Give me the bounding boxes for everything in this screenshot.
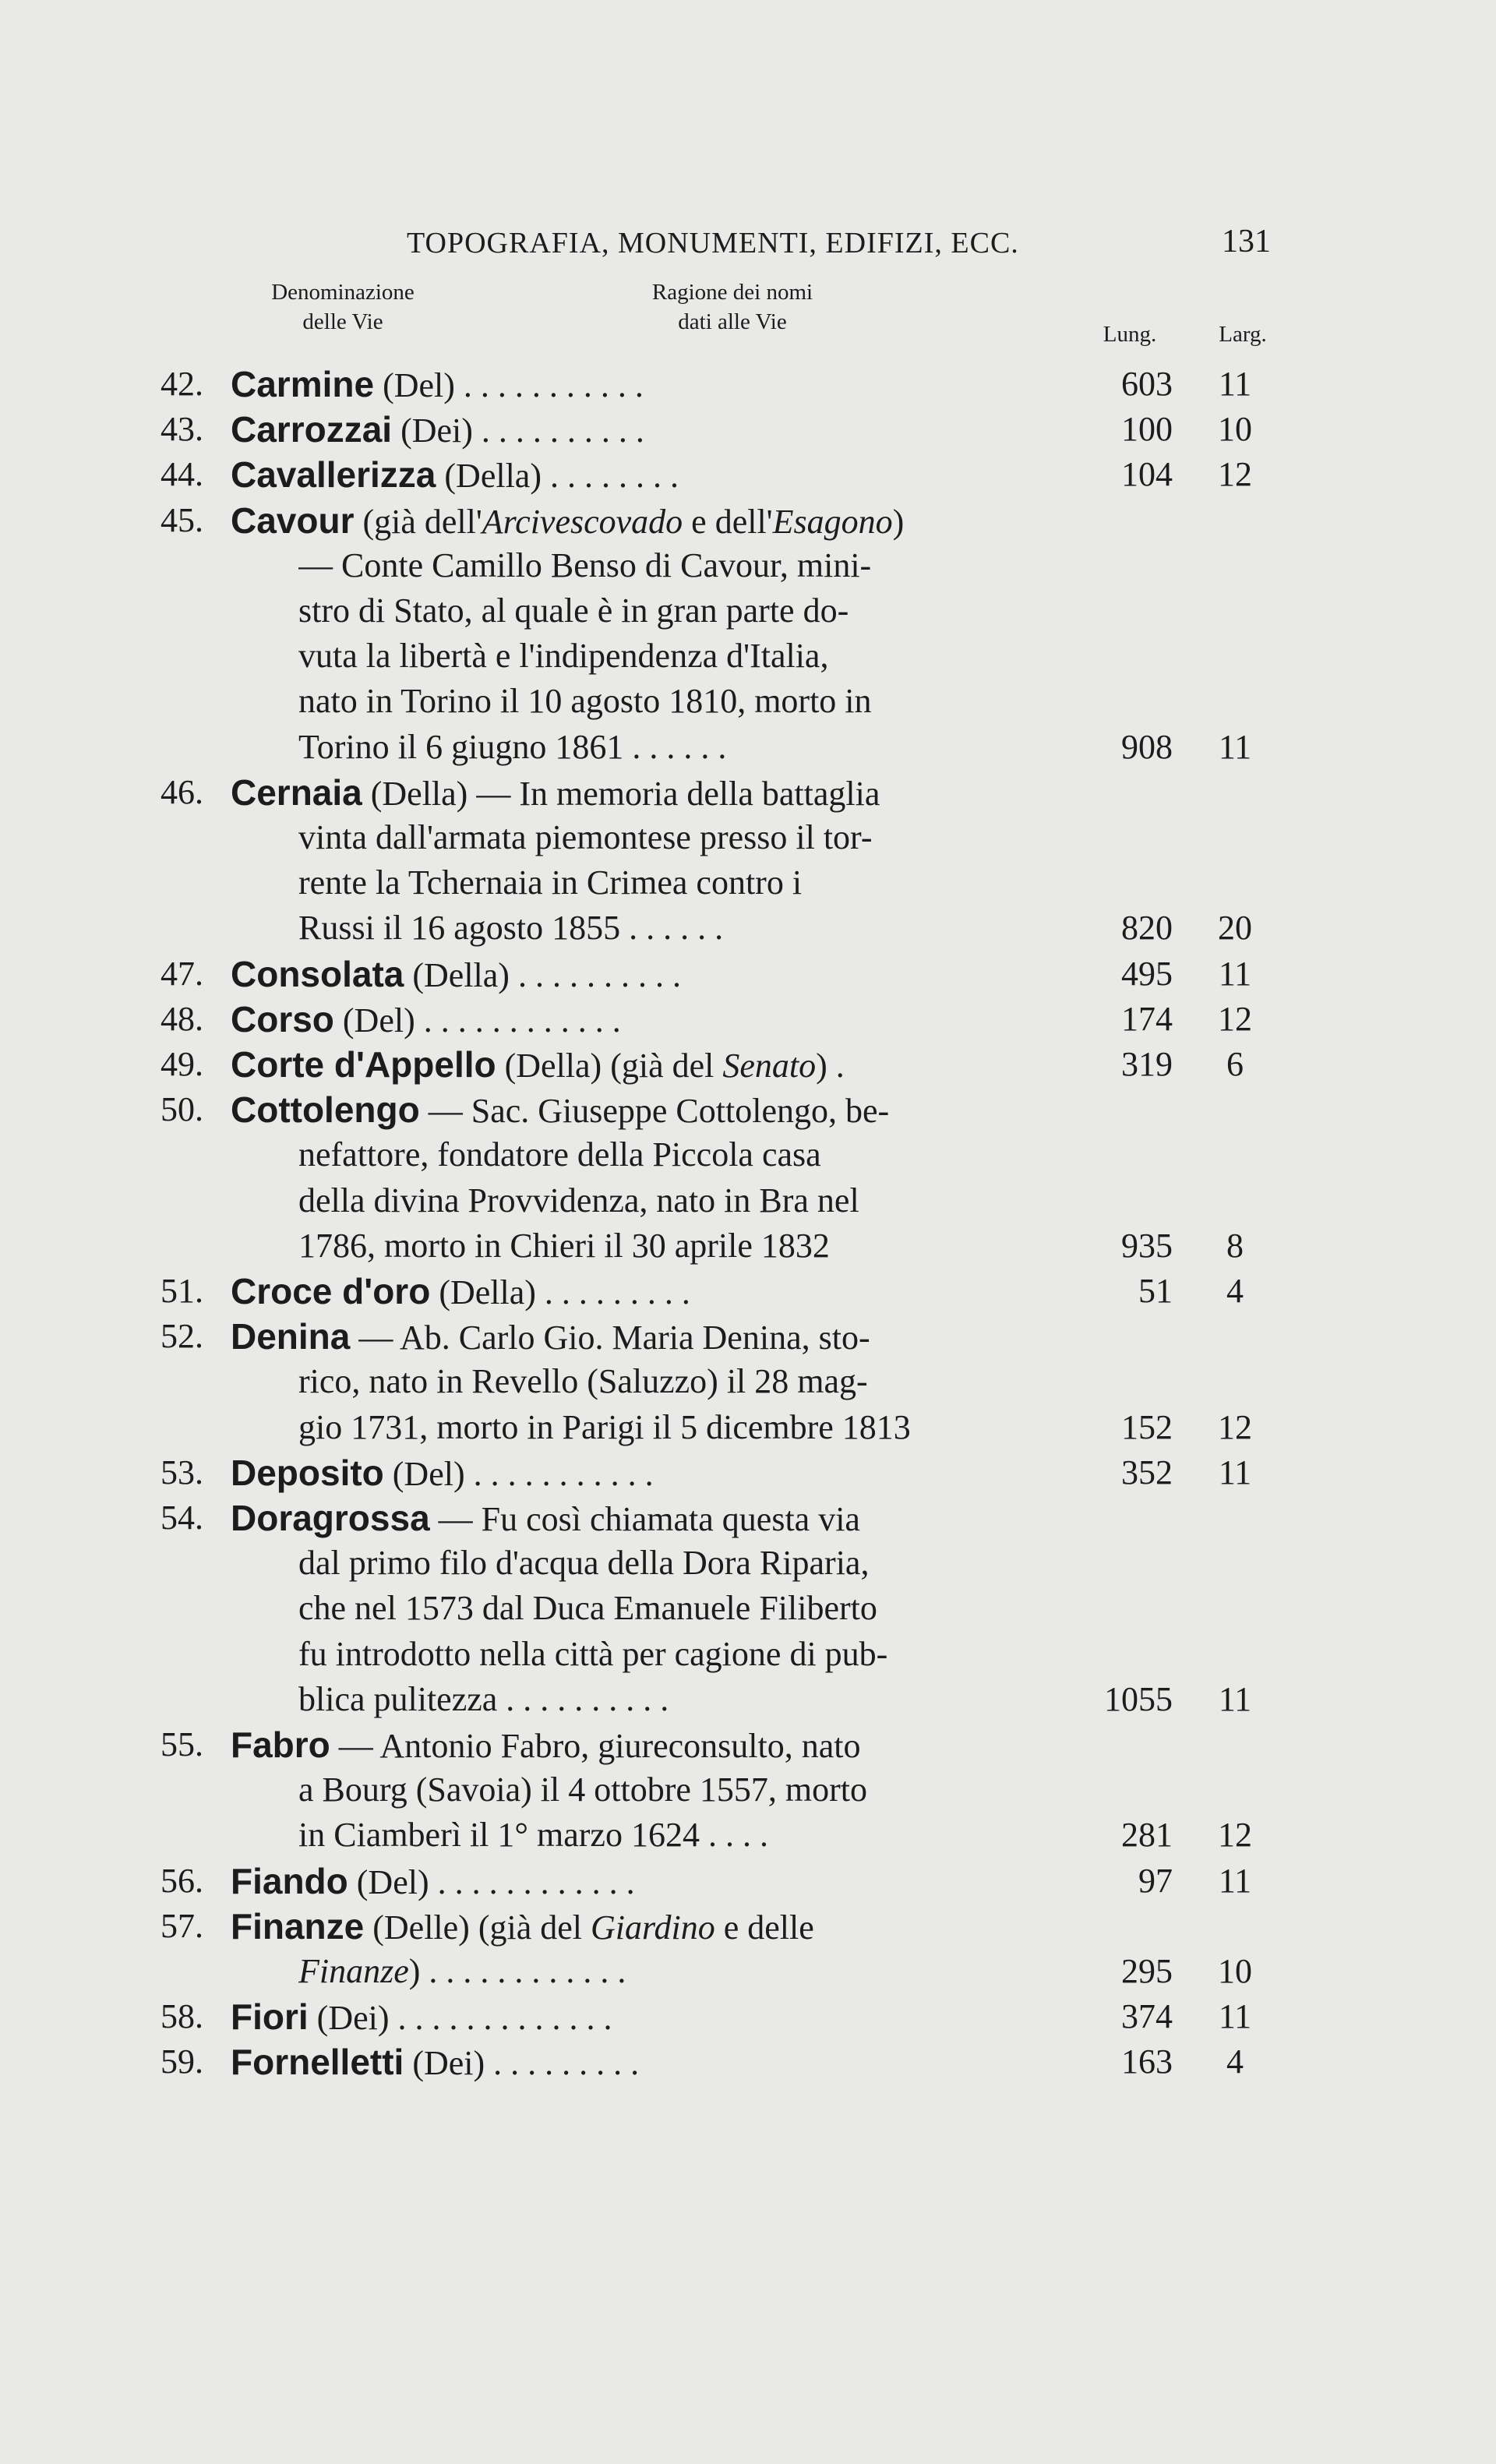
entry-text [231, 1314, 1049, 1361]
list-line [0, 997, 1496, 1042]
entry-description: (Del) . . . . . . . . . . . [383, 1455, 654, 1493]
street-name: Cavallerizza [231, 454, 436, 495]
entry-continuation [298, 634, 1046, 679]
entry-description: (già dell' [354, 503, 482, 541]
continuation-text: che nel 1573 dal Duca Emanuele Filiberto [298, 1589, 877, 1627]
continuation-text: 1786, morto in Chieri il 30 aprile 1832 [298, 1227, 830, 1265]
width-value: 11 [1218, 365, 1252, 403]
entry-description: (Della) . . . . . . . . [436, 457, 679, 495]
entry-description: (Della) . . . . . . . . . [430, 1273, 690, 1311]
entry-continuation [298, 815, 1046, 860]
list-line [0, 1314, 1496, 1359]
list-line [0, 1132, 1496, 1177]
entry-description: — Ab. Carlo Gio. Maria Denina, sto- [350, 1318, 870, 1357]
entry-description: e delle [714, 1908, 814, 1947]
length-value: 281 [1121, 1816, 1173, 1854]
entry-description: — Fu così chiamata questa via [429, 1500, 860, 1538]
column-header-ragione [600, 277, 865, 337]
street-name: Fiori [231, 1996, 309, 2037]
length-value: 820 [1121, 909, 1173, 947]
street-name: Cernaia [231, 772, 362, 813]
entry-description: (Dei) . . . . . . . . . [404, 2044, 640, 2082]
entry-continuation [298, 725, 1046, 770]
entry-number: 52. [161, 1317, 203, 1355]
street-name: Fabro [231, 1724, 330, 1765]
list-line [0, 1178, 1496, 1223]
street-name: Carrozzai [231, 409, 393, 450]
italic-name: Finanze [298, 1952, 409, 1990]
width-value: 11 [1218, 1997, 1252, 2035]
width-value: 11 [1218, 1862, 1252, 1900]
list-line [0, 1677, 1496, 1722]
entry-description: — Antonio Fabro, giureconsulto, nato [330, 1727, 861, 1765]
entry-number: 47. [161, 955, 203, 993]
street-name: Doragrossa [231, 1498, 430, 1538]
street-name: Carmine [231, 364, 375, 404]
entry-text [231, 362, 1049, 408]
width-value: 12 [1218, 455, 1252, 493]
entry-text [231, 1087, 1049, 1134]
running-head [0, 226, 1496, 273]
entry-continuation [298, 1677, 1046, 1722]
list-line [0, 725, 1496, 770]
entry-description: (Del) . . . . . . . . . . . . [333, 1001, 621, 1040]
entry-text [231, 1859, 1049, 1905]
length-value: 100 [1121, 410, 1173, 448]
width-value: 12 [1218, 1816, 1252, 1854]
column-header-denominazione-line-2: delle Vie [302, 309, 383, 334]
length-value: 1055 [1104, 1680, 1173, 1718]
list-line [0, 634, 1496, 679]
entry-description: (Della) (già del [496, 1047, 723, 1085]
entry-description: (Della) — In memoria della battaglia [362, 775, 880, 813]
entry-continuation [298, 1949, 1046, 1994]
entry-text [231, 498, 1049, 545]
entry-continuation [298, 1405, 1046, 1450]
length-value: 295 [1121, 1952, 1173, 1990]
entry-text [231, 1495, 1049, 1542]
continuation-text: — Conte Camillo Benso di Cavour, mini- [298, 546, 872, 584]
entry-continuation [298, 679, 1046, 724]
continuation-text: fu introdotto nella città per cagione di pub- [298, 1635, 888, 1673]
list-line [0, 1450, 1496, 1495]
continuation-text: in Ciamberì il 1° marzo 1624 . . . . [298, 1816, 768, 1854]
list-line [0, 1087, 1496, 1132]
entry-continuation [298, 588, 1046, 634]
list-line [0, 452, 1496, 497]
width-value: 10 [1218, 410, 1252, 448]
width-value: 4 [1226, 2042, 1244, 2081]
entry-text [231, 770, 1049, 817]
list-line [0, 407, 1496, 452]
entry-number: 57. [161, 1907, 203, 1945]
length-value: 319 [1121, 1045, 1173, 1083]
entry-description: (Del) . . . . . . . . . . . [374, 366, 644, 404]
continuation-text: ) . . . . . . . . . . . . [408, 1952, 626, 1990]
length-value: 935 [1121, 1227, 1173, 1265]
continuation-text: Torino il 6 giugno 1861 . . . . . . [298, 728, 727, 766]
street-name: Croce d'oro [231, 1271, 431, 1311]
continuation-text: blica pulitezza . . . . . . . . . . [298, 1680, 669, 1718]
running-title: TOPOGRAFIA, MONUMENTI, EDIFIZI, ECC. [407, 227, 1019, 259]
list-line [0, 951, 1496, 997]
list-line [0, 1359, 1496, 1404]
entry-text [231, 1269, 1049, 1315]
entry-description: ) [892, 503, 905, 541]
list-line [0, 860, 1496, 905]
entry-text [231, 1450, 1049, 1497]
length-value: 495 [1121, 955, 1173, 993]
list-line [0, 2039, 1496, 2085]
column-header-larg: Larg. [1219, 322, 1267, 347]
entry-description: (Dei) . . . . . . . . . . . . . [308, 1999, 612, 2037]
entry-number: 42. [161, 365, 203, 403]
entry-continuation [298, 1223, 1046, 1269]
list-line [0, 1586, 1496, 1631]
entry-number: 44. [161, 455, 203, 493]
list-line [0, 1042, 1496, 1087]
continuation-text: a Bourg (Savoia) il 4 ottobre 1557, morto [298, 1770, 867, 1809]
entry-continuation [298, 860, 1046, 905]
length-value: 152 [1121, 1408, 1173, 1446]
entry-continuation [298, 1132, 1046, 1177]
street-name: Fornelletti [231, 2042, 404, 2082]
entry-continuation [298, 905, 1046, 951]
entry-text [231, 2039, 1049, 2086]
entry-description: ) . [816, 1047, 845, 1085]
street-name: Consolata [231, 954, 404, 994]
width-value: 4 [1226, 1272, 1244, 1310]
street-name: Fiando [231, 1861, 348, 1901]
italic-name: Esagono [772, 503, 893, 541]
list-line [0, 1949, 1496, 1994]
width-value: 12 [1218, 1408, 1252, 1446]
continuation-text: vinta dall'armata piemontese presso il tor- [298, 818, 873, 856]
continuation-text: rico, nato in Revello (Saluzzo) il 28 mag- [298, 1362, 868, 1400]
entry-description: e dell' [683, 503, 773, 541]
entry-text [231, 452, 1049, 499]
continuation-text: nefattore, fondatore della Piccola casa [298, 1135, 821, 1174]
length-value: 51 [1138, 1272, 1173, 1310]
list-line [0, 1632, 1496, 1677]
width-value: 20 [1218, 909, 1252, 947]
list-line [0, 770, 1496, 815]
list-line [0, 1223, 1496, 1269]
street-name: Corte d'Appello [231, 1044, 496, 1085]
entry-text [231, 407, 1049, 454]
list-line [0, 1269, 1496, 1314]
column-header-ragione-line-2: dati alle Vie [678, 309, 787, 334]
entry-continuation [298, 1178, 1046, 1223]
width-value: 11 [1218, 728, 1252, 766]
entry-continuation [298, 1541, 1046, 1586]
entry-continuation [298, 1632, 1046, 1677]
length-value: 163 [1121, 2042, 1173, 2081]
length-value: 603 [1121, 365, 1173, 403]
column-header-ragione-line-1: Ragione dei nomi [651, 280, 813, 305]
width-value: 12 [1218, 1000, 1252, 1038]
width-value: 6 [1226, 1045, 1244, 1083]
list-line [0, 588, 1496, 634]
entry-description: (Dei) . . . . . . . . . . [392, 411, 644, 450]
list-line [0, 815, 1496, 860]
italic-name: Arcivescovado [482, 503, 683, 541]
street-name: Corso [231, 999, 334, 1040]
continuation-text: dal primo filo d'acqua della Dora Riparia, [298, 1544, 870, 1582]
italic-name: Giardino [591, 1908, 715, 1947]
continuation-text: stro di Stato, al quale è in gran parte do- [298, 591, 849, 630]
entry-number: 53. [161, 1453, 203, 1491]
street-name: Denina [231, 1316, 351, 1357]
entry-number: 49. [161, 1045, 203, 1083]
entry-description: — Sac. Giuseppe Cottolengo, be- [419, 1092, 890, 1130]
entry-number: 56. [161, 1862, 203, 1900]
entry-text [231, 1994, 1049, 2041]
street-name: Deposito [231, 1453, 384, 1493]
entry-number: 55. [161, 1725, 203, 1763]
width-value: 10 [1218, 1952, 1252, 1990]
continuation-text: vuta la libertà e l'indipendenza d'Italia, [298, 637, 829, 675]
entry-description: (Delle) (già del [364, 1908, 591, 1947]
list-line [0, 1541, 1496, 1586]
list-line [0, 1904, 1496, 1949]
length-value: 97 [1138, 1862, 1173, 1900]
entry-text [231, 1904, 1049, 1950]
continuation-text: Russi il 16 agosto 1855 . . . . . . [298, 909, 724, 947]
list-line [0, 1722, 1496, 1767]
italic-name: Senato [722, 1047, 817, 1085]
entry-text [231, 1722, 1049, 1769]
list-line [0, 1813, 1496, 1858]
entry-number: 51. [161, 1272, 203, 1310]
column-header-lung: Lung. [1103, 322, 1157, 347]
street-name: Cavour [231, 500, 355, 541]
width-value: 11 [1218, 1680, 1252, 1718]
entry-continuation [298, 1767, 1046, 1813]
entry-number: 45. [161, 501, 203, 539]
entry-number: 54. [161, 1499, 203, 1537]
column-header-denominazione-line-1: Denominazione [271, 280, 415, 305]
continuation-text: della divina Provvidenza, nato in Bra nel [298, 1181, 859, 1220]
list-line [0, 1767, 1496, 1813]
length-value: 174 [1121, 1000, 1173, 1038]
length-value: 374 [1121, 1997, 1173, 2035]
entry-number: 50. [161, 1090, 203, 1128]
list-line [0, 498, 1496, 543]
list-line [0, 1859, 1496, 1904]
entry-text [231, 951, 1049, 998]
entry-number: 58. [161, 1997, 203, 2035]
continuation-text: gio 1731, morto in Parigi il 5 dicembre 1813 [298, 1408, 911, 1446]
entry-number: 46. [161, 773, 203, 811]
entry-description: (Del) . . . . . . . . . . . . [348, 1863, 635, 1901]
width-value: 8 [1226, 1227, 1244, 1265]
page-number: 131 [1222, 224, 1271, 259]
continuation-text: rente la Tchernaia in Crimea contro i [298, 863, 803, 902]
entry-text [231, 997, 1049, 1043]
continuation-text: nato in Torino il 10 agosto 1810, morto in [298, 682, 872, 720]
list-line [0, 543, 1496, 588]
length-value: 352 [1121, 1453, 1173, 1491]
length-value: 908 [1121, 728, 1173, 766]
list-line [0, 905, 1496, 951]
entry-number: 43. [161, 410, 203, 448]
street-name: Cottolengo [231, 1089, 420, 1130]
width-value: 11 [1218, 955, 1252, 993]
entry-continuation [298, 1813, 1046, 1858]
column-header-denominazione [234, 277, 452, 337]
list-line [0, 1994, 1496, 2039]
entry-continuation [298, 543, 1046, 588]
length-value: 104 [1121, 455, 1173, 493]
entry-number: 59. [161, 2042, 203, 2081]
width-value: 11 [1218, 1453, 1252, 1491]
list-line [0, 1495, 1496, 1541]
entry-continuation [298, 1586, 1046, 1631]
list-line [0, 362, 1496, 407]
street-name: Finanze [231, 1906, 365, 1947]
entry-number: 48. [161, 1000, 203, 1038]
entry-continuation [298, 1359, 1046, 1404]
entry-text [231, 1042, 1049, 1089]
entry-description: (Della) . . . . . . . . . . [404, 956, 681, 994]
list-line [0, 1405, 1496, 1450]
list-line [0, 679, 1496, 724]
